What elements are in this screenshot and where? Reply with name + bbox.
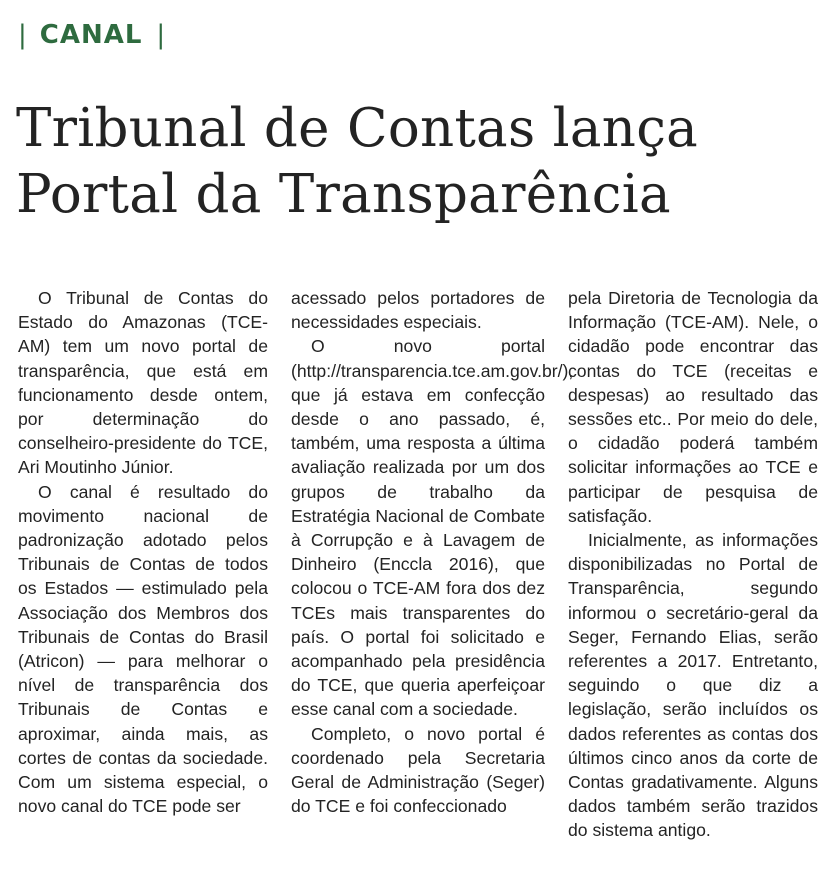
paragraph: Completo, o novo portal é coordenado pela Secretaria Geral de Administração (Seger) do TCE e foi confeccionado (291, 723, 545, 817)
headline-line-2: Portal da Transparência (16, 164, 671, 225)
paragraph: Inicialmente, as informações disponibilizadas no Portal de Transparência, segundo informou o secretário-geral da Seger, Fernando Elias, serão referentes a 2017. Entretanto, seguindo o que diz a legislação, serão incluídos os dados referentes as contas dos últimos cinco anos da corte de Contas gradativamente. Alguns dados também serão trazidos do sistema antigo. (568, 530, 818, 841)
paragraph: pela Diretoria de Tecnologia da Informação (TCE-AM). Nele, o cidadão pode encontrar das contas do TCE (receitas e despesas) ao resultado das sessões etc.. Por meio do dele, o cidadão poderá também solicitar informações ao TCE e participar de pesquisa de satisfação. (568, 288, 818, 526)
section-tag (18, 18, 166, 52)
headline (16, 96, 816, 228)
paragraph: acessado pelos portadores de necessidades especiais. (291, 288, 545, 333)
paragraph: O novo portal (http://transparencia.tce.am.gov.br/), que já estava em confecção desde o ano passado, é, também, uma resposta a última avaliação realizada por um dos grupos de trabalho da Estratégia Nacional de Combate à Corrupção e à Lavagem de Dinheiro (Enccla 2016), que colocou o TCE-AM fora dos dez TCEs mais transparentes do país. O portal foi solicitado e acompanhado pela presidência do TCE, que queria aperfeiçoar esse canal com a sociedade. (291, 336, 574, 720)
section-name: CANAL (39, 20, 143, 50)
section-bar-left: | (18, 20, 28, 50)
section-bar-right: | (156, 20, 167, 50)
paragraph: O Tribunal de Contas do Estado do Amazonas (TCE-AM) tem um novo portal de transparência, que está em funcionamento desde ontem, por determinação do conselheiro-presidente do TCE, Ari Moutinho Júnior. (18, 288, 268, 478)
article-column-1 (18, 286, 268, 818)
article-column-3 (568, 286, 818, 843)
article-column-2 (291, 286, 574, 818)
paragraph: O canal é resultado do movimento nacional de padronização adotado pelos Tribunais de Contas de todos os Estados — estimulado pela Associação dos Membros dos Tribunais de Contas do Brasil (Atricon) — para melhorar o nível de transparência dos Tribunais de Contas e aproximar, ainda mais, as cortes de contas da sociedade. Com um sistema especial, o novo canal do TCE pode ser (18, 481, 268, 817)
headline-line-1: Tribunal de Contas lança (16, 98, 699, 159)
